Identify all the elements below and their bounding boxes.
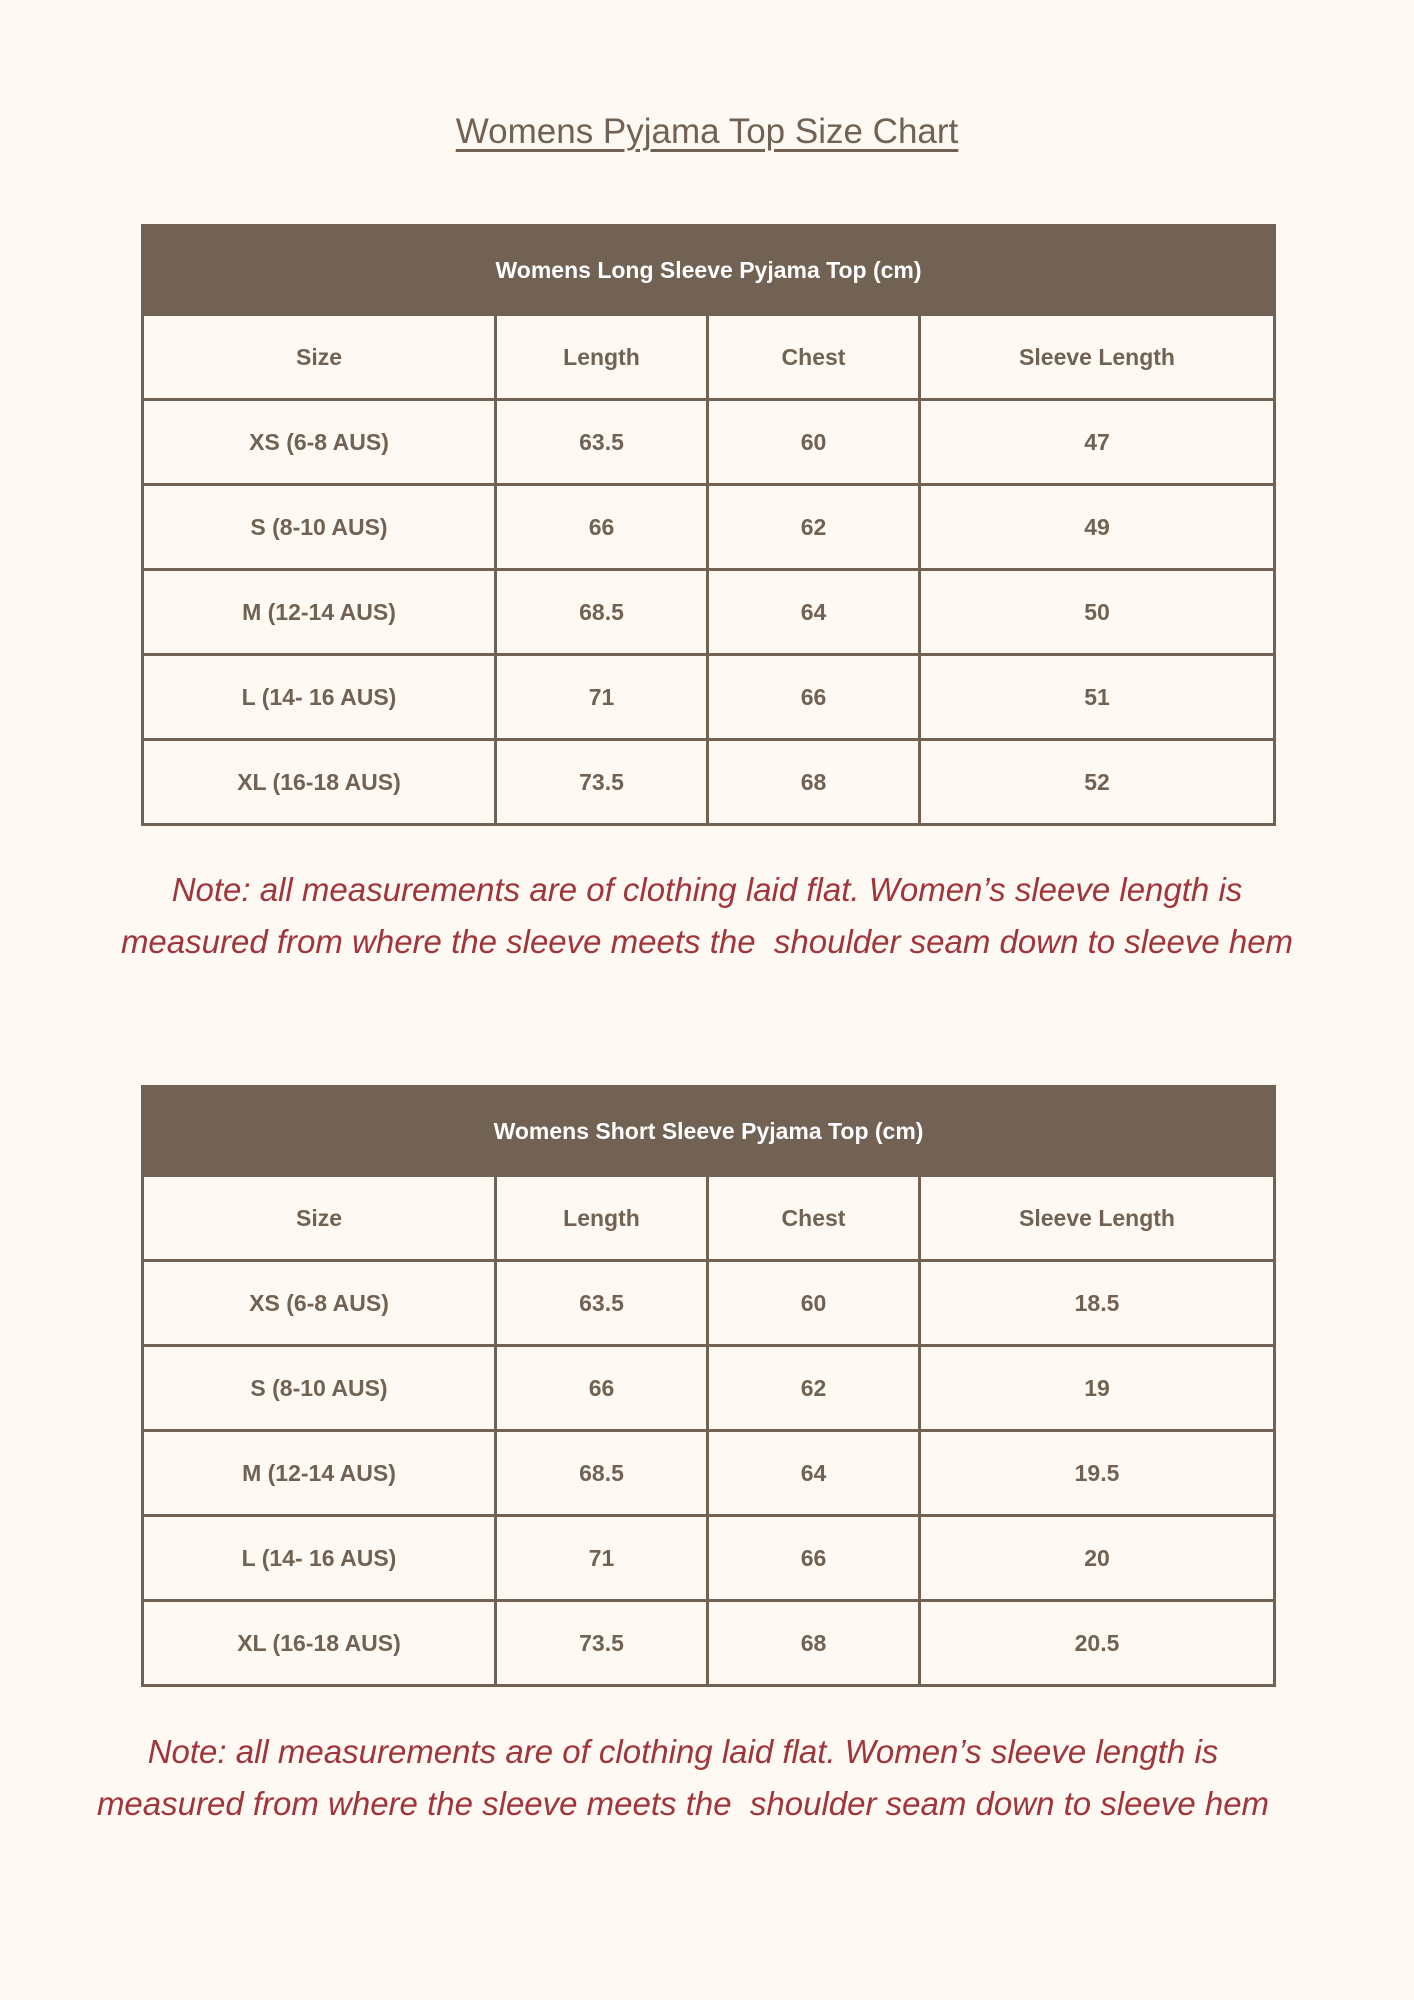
cell-chest: 60 [708,400,920,485]
cell-size: XL (16-18 AUS) [143,1601,496,1686]
table-row [143,740,1275,825]
page-title [0,112,1414,152]
column-header-chest: Chest [708,1176,920,1261]
short-sleeve-size-table [141,1085,1276,1687]
measurement-note [0,1726,1390,1830]
cell-chest: 64 [708,1431,920,1516]
cell-chest: 60 [708,1261,920,1346]
note-line-1: Note: all measurements are of clothing laid flat. Women’s sleeve length is [171,871,1243,908]
table-row [143,400,1275,485]
cell-sleeve-length: 47 [920,400,1275,485]
table-row [143,570,1275,655]
page-title-text: Womens Pyjama Top Size Chart [455,112,959,151]
cell-length: 73.5 [496,1601,708,1686]
cell-size: M (12-14 AUS) [143,570,496,655]
cell-length: 66 [496,1346,708,1431]
long-sleeve-size-table [141,224,1276,826]
column-header-sleeve-length: Sleeve Length [920,1176,1275,1261]
table-row [143,1431,1275,1516]
table-title: Womens Short Sleeve Pyjama Top (cm) [143,1087,1275,1176]
table-title-row [143,226,1275,315]
cell-chest: 62 [708,485,920,570]
table-row [143,485,1275,570]
column-header-length: Length [496,315,708,400]
cell-sleeve-length: 18.5 [920,1261,1275,1346]
cell-chest: 68 [708,1601,920,1686]
note-line-1: Note: all measurements are of clothing laid flat. Women’s sleeve length is [147,1733,1219,1770]
cell-sleeve-length: 52 [920,740,1275,825]
cell-sleeve-length: 19.5 [920,1431,1275,1516]
table-title-row [143,1087,1275,1176]
cell-length: 63.5 [496,400,708,485]
table-row [143,1261,1275,1346]
cell-size: XS (6-8 AUS) [143,400,496,485]
cell-sleeve-length: 19 [920,1346,1275,1431]
column-header-sleeve-length: Sleeve Length [920,315,1275,400]
cell-size: M (12-14 AUS) [143,1431,496,1516]
table-header-row [143,1176,1275,1261]
cell-length: 66 [496,485,708,570]
cell-chest: 66 [708,655,920,740]
table-row [143,1516,1275,1601]
column-header-length: Length [496,1176,708,1261]
cell-length: 71 [496,655,708,740]
table-row [143,1346,1275,1431]
cell-chest: 66 [708,1516,920,1601]
table-header-row [143,315,1275,400]
cell-length: 71 [496,1516,708,1601]
cell-chest: 64 [708,570,920,655]
cell-length: 68.5 [496,570,708,655]
cell-size: XL (16-18 AUS) [143,740,496,825]
table-row [143,655,1275,740]
cell-sleeve-length: 49 [920,485,1275,570]
cell-sleeve-length: 20 [920,1516,1275,1601]
cell-size: S (8-10 AUS) [143,485,496,570]
cell-length: 73.5 [496,740,708,825]
cell-chest: 68 [708,740,920,825]
note-line-2: measured from where the sleeve meets the shoulder seam down to sleeve hem [120,923,1294,960]
cell-size: XS (6-8 AUS) [143,1261,496,1346]
measurement-note [0,864,1414,968]
cell-sleeve-length: 50 [920,570,1275,655]
column-header-chest: Chest [708,315,920,400]
cell-length: 63.5 [496,1261,708,1346]
cell-size: L (14- 16 AUS) [143,655,496,740]
note-line-2: measured from where the sleeve meets the shoulder seam down to sleeve hem [96,1785,1270,1822]
cell-sleeve-length: 20.5 [920,1601,1275,1686]
column-header-size: Size [143,315,496,400]
column-header-size: Size [143,1176,496,1261]
table-title: Womens Long Sleeve Pyjama Top (cm) [143,226,1275,315]
cell-length: 68.5 [496,1431,708,1516]
cell-size: L (14- 16 AUS) [143,1516,496,1601]
table-row [143,1601,1275,1686]
cell-size: S (8-10 AUS) [143,1346,496,1431]
cell-sleeve-length: 51 [920,655,1275,740]
cell-chest: 62 [708,1346,920,1431]
